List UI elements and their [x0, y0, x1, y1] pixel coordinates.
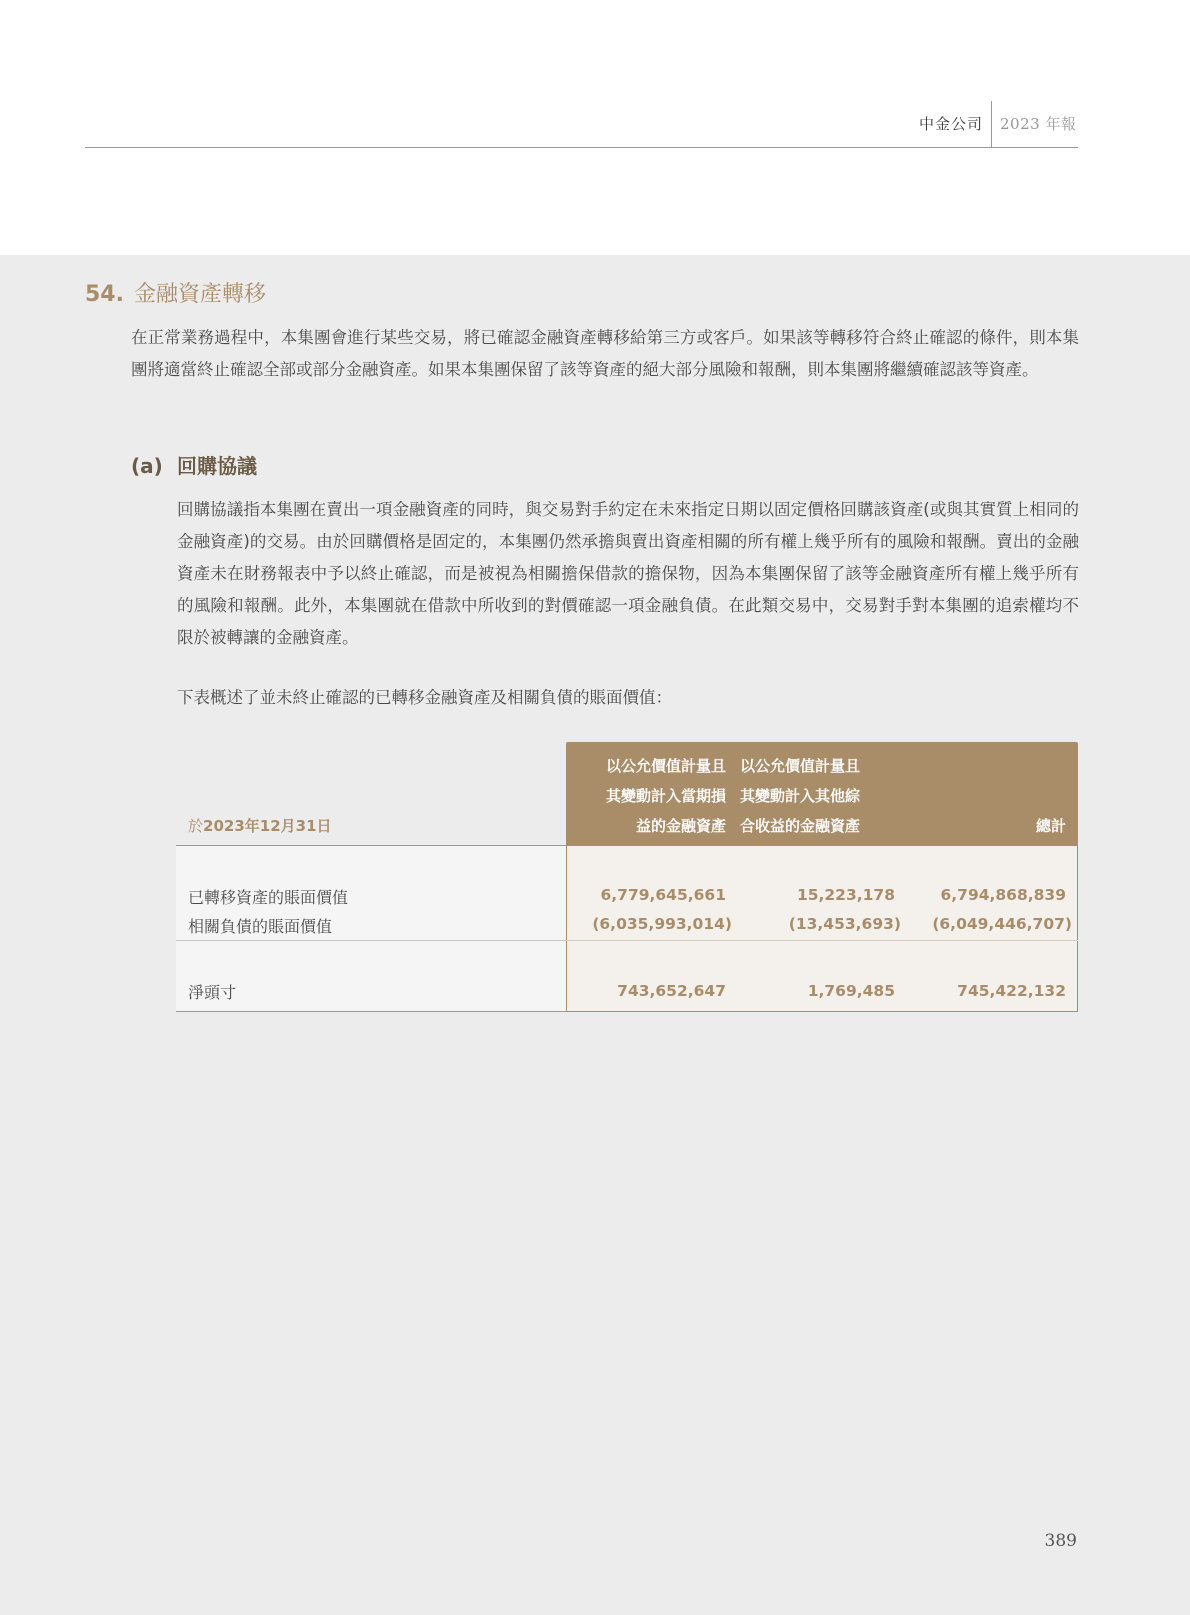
column-header-line: 以公允價值計量且	[605, 757, 726, 775]
column-header-total: 總計	[1035, 817, 1066, 835]
table-rule	[176, 940, 566, 941]
table-date-header	[188, 815, 332, 836]
page-number: 389	[1044, 1531, 1077, 1551]
column-header-line: 益的金融資產	[635, 817, 726, 835]
column-header-line: 合收益的金融資產	[740, 817, 861, 835]
table-cell: 743,652,647	[617, 982, 726, 1000]
column-header-fvtpl	[566, 751, 726, 841]
table-cell: 6,794,868,839	[940, 886, 1066, 904]
table-row-label: 已轉移資產的賬面價值	[188, 888, 349, 907]
table-cell: (6,035,993,014)	[592, 915, 732, 933]
table-summary: 下表概述了並未終止確認的已轉移金融資產及相關負債的賬面價值：	[177, 688, 672, 707]
section-title	[85, 277, 266, 308]
table-rule	[566, 845, 1078, 846]
table-row-label: 相關負債的賬面價值	[188, 917, 333, 936]
table-cell: (6,049,446,707)	[932, 915, 1072, 933]
table-rule	[566, 940, 1078, 941]
table-rule	[566, 1011, 1078, 1012]
header-company: 中金公司	[918, 115, 983, 133]
subsection-title-text: 回購協議	[177, 454, 257, 478]
column-header-line: 其變動計入當期損	[605, 787, 726, 805]
table-cell: 1,769,485	[807, 982, 895, 1000]
section-title-text: 金融資產轉移	[133, 282, 266, 307]
subsection-paragraph: 回購協議指本集團在賣出一項金融資產的同時，與交易對手約定在未來指定日期以固定價格回購該資產(或與其實質上相同的金融資產)的交易。由於回購價格是固定的，本集團仍然承擔與賣出資產相關的所有權上幾乎所有的風險和報酬。賣出的金融資產未在財務報表中予以終止確認，而是被視為相關擔保借款的擔保物，因為本集團保留了該等金融資產所有權上幾乎所有的風險和報酬。此外，本集團就在借款中所收到的對價確認一項金融負債。在此類交易中，交易對手對本集團的追索權均不限於被轉讓的金融資產。	[177, 500, 1079, 647]
table-row-label: 淨頭寸	[188, 983, 237, 1002]
subsection-label: (a)	[131, 454, 163, 478]
table-cell: 745,422,132	[957, 982, 1066, 1000]
column-header-fvoci	[740, 751, 895, 841]
column-header-line: 其變動計入其他綜	[740, 787, 861, 805]
table-rule	[176, 1011, 566, 1012]
table-cell: (13,453,693)	[788, 915, 901, 933]
header-divider	[991, 101, 992, 147]
table-cell: 6,779,645,661	[600, 886, 726, 904]
table-date-prefix: 於	[188, 817, 204, 835]
table-cell: 15,223,178	[796, 886, 895, 904]
subsection-title	[131, 450, 257, 479]
table-date-value: 2023年12月31日	[203, 817, 332, 835]
table-rule	[176, 845, 566, 846]
section-intro: 在正常業務過程中，本集團會進行某些交易，將已確認金融資產轉移給第三方或客戶。如果該等轉移符合終止確認的條件，則本集團將適當終止確認全部或部分金融資產。如果本集團保留了該等資產的絕大部分風險和報酬，則本集團將繼續確認該等資產。	[131, 328, 1079, 379]
section-number: 54.	[85, 282, 124, 307]
column-header-line: 以公允價值計量且	[740, 757, 861, 775]
header-year-report: 2023 年報	[1000, 115, 1077, 133]
header-rule	[85, 147, 1078, 148]
